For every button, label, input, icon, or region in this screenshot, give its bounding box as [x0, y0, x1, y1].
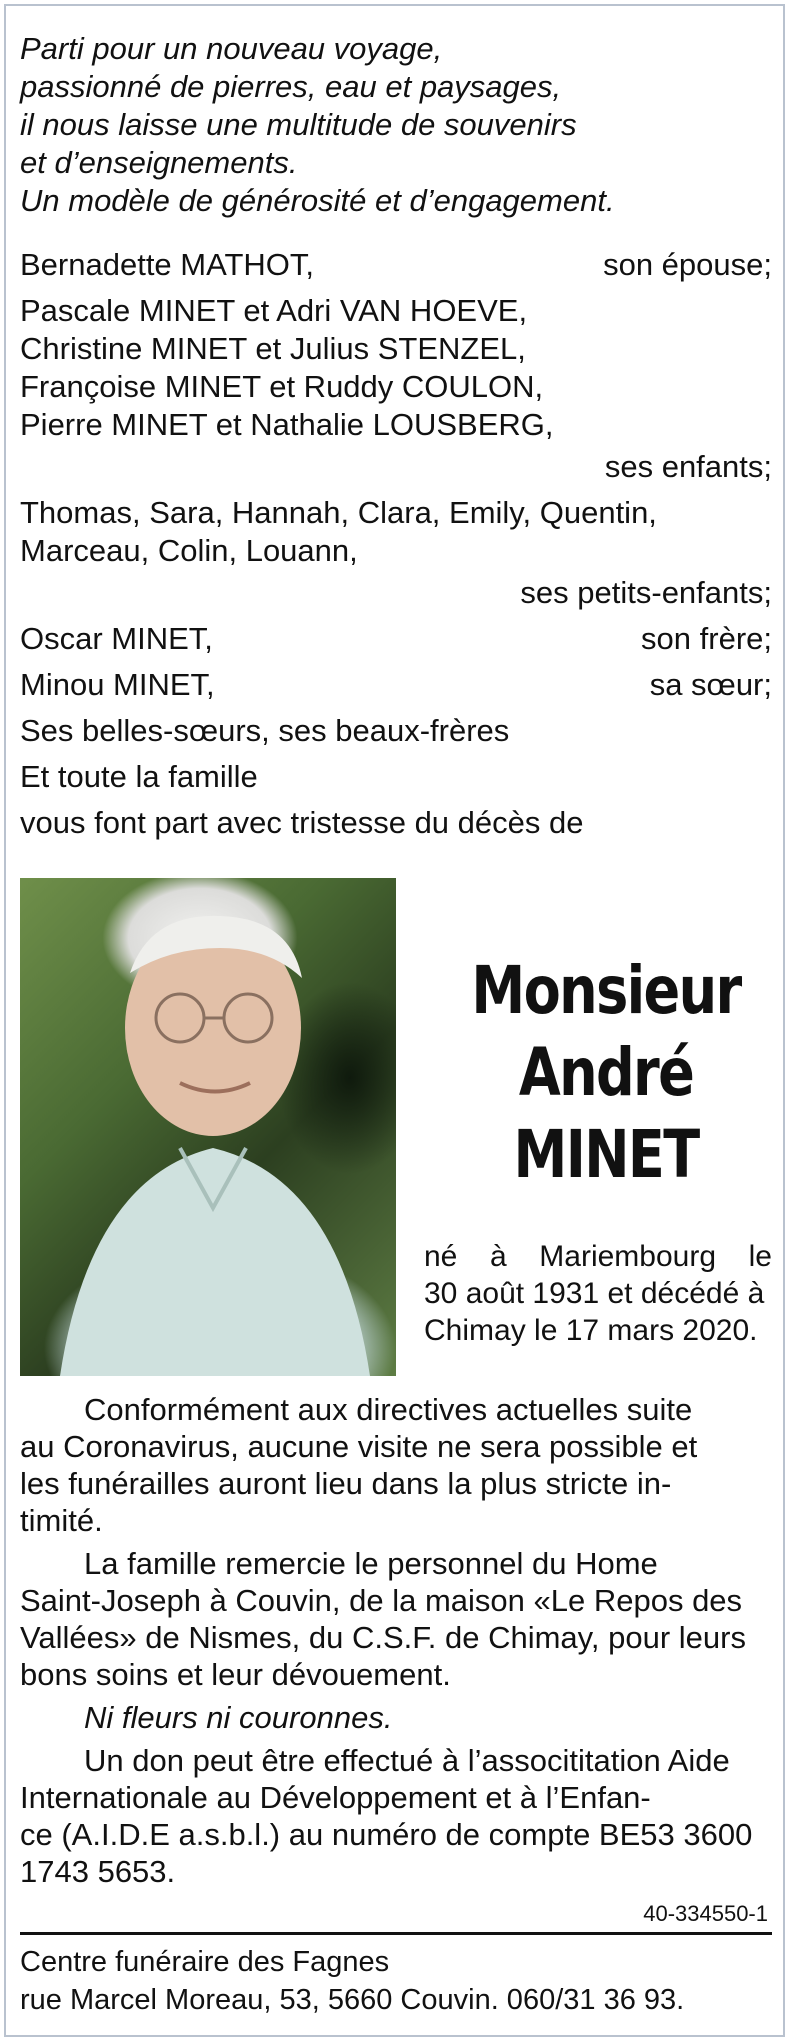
- reference-number: 40-334550-1: [643, 1901, 768, 1926]
- poem-line: il nous laisse une multitude de souvenirs: [20, 107, 577, 142]
- dates-word: Mariembourg: [539, 1240, 717, 1273]
- deceased-section: [20, 878, 772, 1383]
- brother-row: [20, 620, 772, 658]
- notice-body: [20, 1391, 772, 1890]
- paragraph-line: Internationale au Développement et à l’Enfan-: [20, 1780, 651, 1815]
- paragraph-donation: [20, 1742, 772, 1890]
- paragraph-directives: [20, 1391, 772, 1539]
- paragraph-line: les funérailles auront lieu dans la plus stricte in-: [20, 1466, 672, 1501]
- birth-death-dates: [424, 1238, 772, 1349]
- dates-word: le: [748, 1240, 772, 1273]
- brother-relation: son frère;: [641, 621, 772, 656]
- brother-name: Oscar MINET,: [20, 621, 213, 656]
- all-family-line: Et toute la famille: [20, 759, 258, 794]
- deceased-title: Monsieur: [471, 952, 741, 1029]
- child-line: Christine MINET et Julius STENZEL,: [20, 331, 526, 366]
- deceased-last-name: MINET: [513, 1116, 699, 1193]
- poem-line: Un modèle de générosité et d’engagement.: [20, 183, 615, 218]
- funeral-home-name: Centre funéraire des Fagnes: [20, 1946, 390, 1978]
- dates-line: 30 août 1931 et décédé à: [424, 1277, 765, 1310]
- poem-line: passionné de pierres, eau et paysages,: [20, 69, 562, 104]
- paragraph-line: Saint-Joseph à Couvin, de la maison «Le Repos des: [20, 1583, 743, 1618]
- sister-relation: sa sœur;: [649, 667, 772, 702]
- deceased-first-name: André: [518, 1034, 694, 1111]
- inlaws-line: Ses belles-sœurs, ses beaux-frères: [20, 713, 510, 748]
- obituary-notice: [20, 30, 772, 2019]
- sister-name: Minou MINET,: [20, 667, 215, 702]
- dates-line: Chimay le 17 mars 2020.: [424, 1314, 758, 1347]
- poem-line: Parti pour un nouveau voyage,: [20, 31, 443, 66]
- paragraph-line: 1743 5653.: [20, 1854, 176, 1889]
- paragraph-line: timité.: [20, 1503, 103, 1538]
- grandchildren-line: Thomas, Sara, Hannah, Clara, Emily, Quentin,: [20, 495, 657, 530]
- paragraph-line: bons soins et leur dévouement.: [20, 1657, 451, 1692]
- deceased-name: [470, 950, 742, 1196]
- grandchildren-line: Marceau, Colin, Louann,: [20, 533, 358, 568]
- child-line: Pascale MINET et Adri VAN HOEVE,: [20, 293, 528, 328]
- spouse-row: [20, 246, 772, 284]
- paragraph-thanks: [20, 1545, 772, 1693]
- funeral-home-address: rue Marcel Moreau, 53, 5660 Couvin. 060/31 36 93.: [20, 1984, 685, 2016]
- spouse-name: Bernadette MATHOT,: [20, 247, 315, 282]
- children-relation: ses enfants;: [604, 449, 772, 484]
- sister-row: [20, 666, 772, 704]
- dates-word: né: [424, 1240, 458, 1273]
- spouse-relation: son épouse;: [603, 247, 772, 282]
- grandchildren-relation: ses petits-enfants;: [520, 575, 772, 610]
- family-list: [20, 246, 772, 842]
- paragraph-line: Un don peut être effectué à l’assocititation Aide: [84, 1743, 730, 1778]
- portrait-photo: [20, 878, 396, 1376]
- announcement-line: vous font part avec tristesse du décès de: [20, 805, 584, 840]
- dates-word: à: [489, 1240, 507, 1273]
- paragraph-line: au Coronavirus, aucune visite ne sera possible et: [20, 1429, 698, 1464]
- paragraph-line: Ni fleurs ni couronnes.: [84, 1700, 393, 1735]
- paragraph-line: ce (A.I.D.E a.s.b.l.) au numéro de compte BE53 3600: [20, 1817, 753, 1852]
- poem: [20, 30, 772, 220]
- poem-line: et d’enseignements.: [20, 145, 298, 180]
- dates-line: [424, 1238, 772, 1275]
- paragraph-line: La famille remercie le personnel du Home: [84, 1546, 658, 1581]
- funeral-home-info: [20, 1943, 772, 2019]
- child-line: Pierre MINET et Nathalie LOUSBERG,: [20, 407, 554, 442]
- divider: [20, 1932, 772, 1935]
- paragraph-line: Vallées» de Nismes, du C.S.F. de Chimay, pour leurs: [20, 1620, 746, 1655]
- paragraph-line: Conformément aux directives actuelles suite: [84, 1392, 693, 1427]
- child-line: Françoise MINET et Ruddy COULON,: [20, 369, 544, 404]
- paragraph-no-flowers: [20, 1699, 772, 1736]
- portrait-illustration: [20, 878, 396, 1376]
